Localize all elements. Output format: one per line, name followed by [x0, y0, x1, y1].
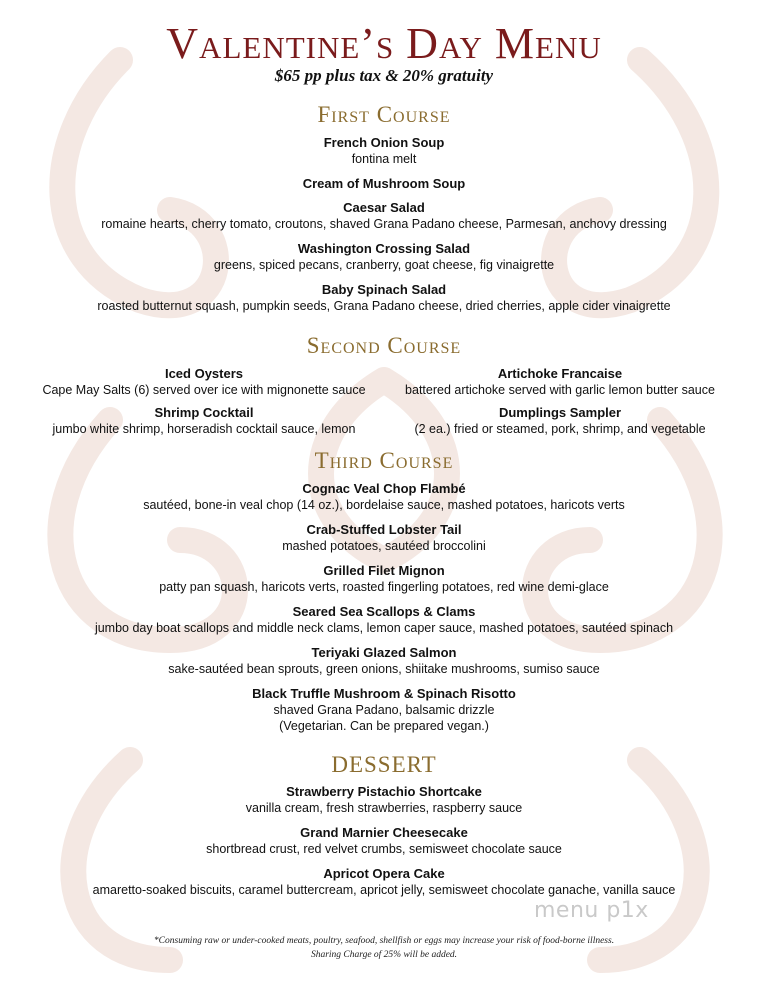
first-course-heading: First Course [317, 102, 451, 127]
item-description: sautéed, bone-in veal chop (14 oz.), bordelaise sauce, mashed potatoes, haricots verts [143, 498, 625, 512]
menu-item [0, 685, 768, 734]
item-description: roasted butternut squash, pumpkin seeds, Grana Padano cheese, dried cherries, apple cider vinaigrette [97, 299, 671, 313]
menu-item [0, 783, 768, 816]
item-name: Seared Sea Scallops & Clams [292, 604, 476, 619]
item-name: Washington Crossing Salad [297, 241, 471, 256]
price-subtitle: $65 pp plus tax & 20% gratuity [274, 66, 494, 85]
item-description: mashed potatoes, sautéed broccolini [282, 539, 486, 553]
item-description: amaretto-soaked biscuits, caramel buttercream, apricot jelly, semisweet chocolate ganache, vanilla sauce [92, 883, 676, 897]
dessert-heading: DESSERT [331, 752, 437, 777]
item-description: (2 ea.) fried or steamed, pork, shrimp, and vegetable [414, 422, 706, 436]
item-description: sake-sautéed bean sprouts, green onions, shiitake mushrooms, sumiso sauce [168, 662, 600, 676]
item-description: battered artichoke served with garlic lemon butter sauce [405, 383, 715, 397]
item-name: Artichoke Francaise [497, 366, 623, 381]
menu-item [0, 281, 768, 314]
item-name: Cream of Mushroom Soup [302, 176, 466, 191]
menu-item [0, 365, 408, 398]
item-name: Strawberry Pistachio Shortcake [286, 784, 482, 799]
item-name: Caesar Salad [343, 200, 425, 215]
item-name: Grilled Filet Mignon [323, 563, 445, 578]
item-description: jumbo white shrimp, horseradish cocktail sauce, lemon [52, 422, 356, 436]
item-name: Baby Spinach Salad [321, 282, 447, 297]
item-description: Cape May Salts (6) served over ice with mignonette sauce [42, 383, 366, 397]
menu-item [0, 865, 768, 898]
item-description: jumbo day boat scallops and middle neck clams, lemon caper sauce, mashed potatoes, sautéed spinach [94, 621, 674, 635]
item-description: romaine hearts, cherry tomato, croutons, shaved Grana Padano cheese, Parmesan, anchovy dressing [101, 217, 667, 231]
menu-item [0, 404, 408, 437]
menu-title: Valentine’s Day Menu [166, 19, 602, 68]
item-note: (Vegetarian. Can be prepared vegan.) [279, 719, 489, 733]
item-name: Cognac Veal Chop Flambé [302, 481, 466, 496]
raw-food-warning: *Consuming raw or under-cooked meats, poultry, seafood, shellfish or eggs may increase your risk of food-borne illness. [153, 936, 615, 946]
menu-item [0, 134, 768, 167]
menupix-watermark: menu p1x [534, 898, 649, 923]
item-description: shaved Grana Padano, balsamic drizzle [273, 703, 495, 717]
menu-item [0, 240, 768, 273]
item-description: shortbread crust, red velvet crumbs, semisweet chocolate sauce [206, 842, 562, 856]
menu-item [0, 480, 768, 513]
sharing-charge-note: Sharing Charge of 25% will be added. [310, 950, 458, 960]
item-name: Crab-Stuffed Lobster Tail [306, 522, 462, 537]
footer-disclaimer [0, 934, 768, 962]
menu-item [0, 175, 768, 192]
menu-item [0, 199, 768, 232]
item-description: fontina melt [351, 152, 417, 166]
third-course-heading: Third Course [314, 448, 454, 473]
second-course-heading: Second Course [306, 333, 462, 358]
item-name: French Onion Soup [323, 135, 445, 150]
menu-item [0, 603, 768, 636]
item-name: Apricot Opera Cake [323, 866, 445, 881]
menu-item [0, 521, 768, 554]
item-description: vanilla cream, fresh strawberries, raspberry sauce [245, 801, 523, 815]
item-description: greens, spiced pecans, cranberry, goat cheese, fig vinaigrette [213, 258, 555, 272]
item-name: Shrimp Cocktail [154, 405, 254, 420]
menu-item [390, 404, 730, 437]
menu-item [0, 644, 768, 677]
item-name: Black Truffle Mushroom & Spinach Risotto [252, 686, 516, 701]
item-name: Iced Oysters [164, 366, 244, 381]
menu-item [0, 562, 768, 595]
item-description: patty pan squash, haricots verts, roasted fingerling potatoes, red wine demi-glace [159, 580, 609, 594]
menu-item [390, 365, 730, 398]
item-name: Dumplings Sampler [498, 405, 622, 420]
item-name: Grand Marnier Cheesecake [300, 825, 468, 840]
item-name: Teriyaki Glazed Salmon [311, 645, 457, 660]
menu-item [0, 824, 768, 857]
